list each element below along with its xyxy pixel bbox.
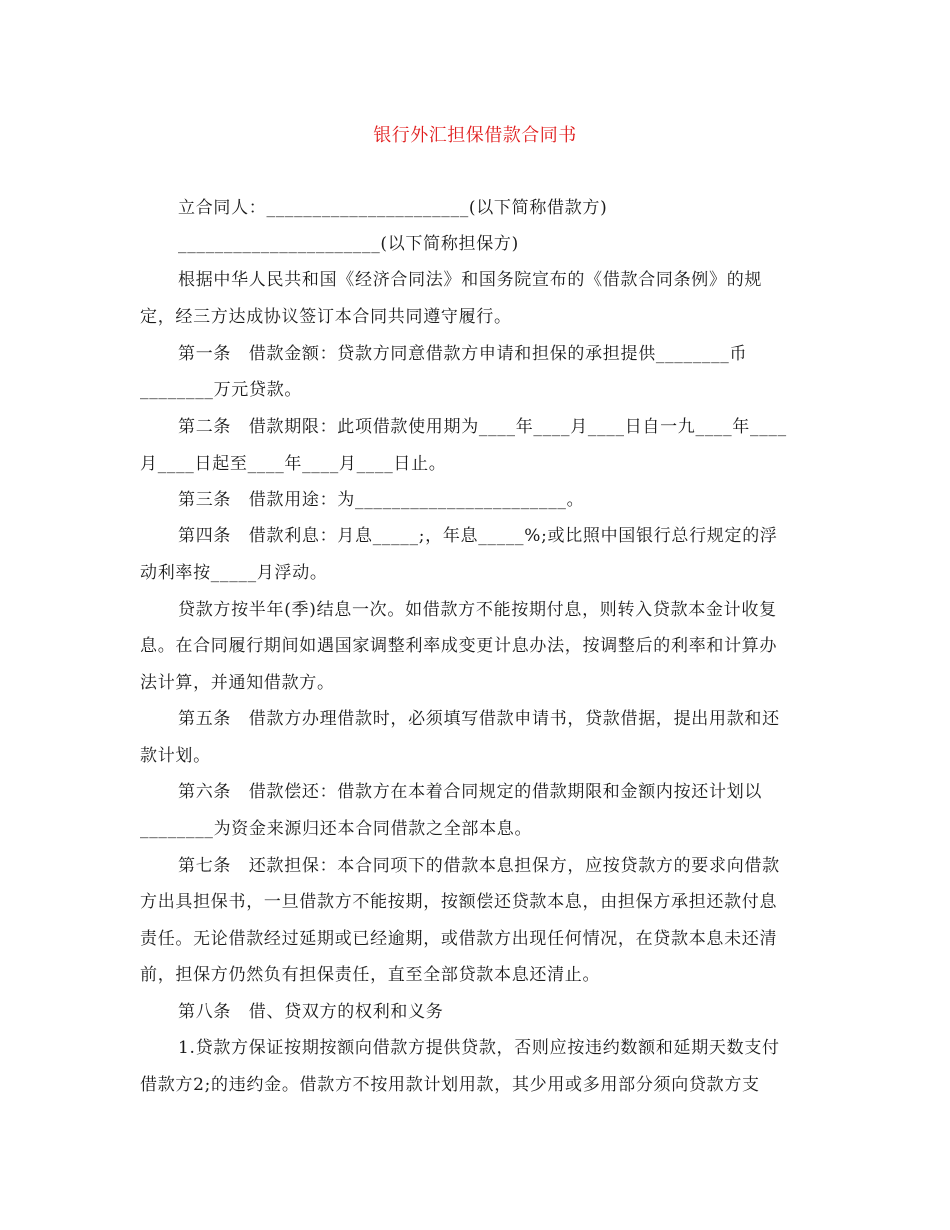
- article-6-line-2: ________为资金来源归还本合同借款之全部本息。: [140, 819, 533, 839]
- article-4-line-2: 动利率按_____月浮动。: [140, 563, 328, 583]
- interest-paragraph-line-3: 法计算，并通知借款方。: [140, 673, 335, 693]
- article-8-item-1-line-2: 借款方2;的违约金。借款方不按用款计划用款，其少用或多用部分须向贷款方支: [140, 1075, 760, 1095]
- party-borrower-line: 立合同人：______________________(以下简称借款方): [178, 198, 608, 218]
- article-7-line-1: 第七条 还款担保：本合同项下的借款本息担保方，应按贷款方的要求向借款: [178, 856, 780, 876]
- article-4-line-1: 第四条 借款利息：月息_____;，年息_____%;或比照中国银行总行规定的浮: [178, 526, 778, 546]
- article-7-line-2: 方出具担保书，一旦借款方不能按期，按额偿还贷款本息，由担保方承担还款付息: [140, 892, 778, 912]
- article-5-line-2: 款计划。: [140, 746, 211, 766]
- article-2-line-2: 月____日起至____年____月____日止。: [140, 454, 447, 474]
- article-2-line-1: 第二条 借款期限：此项借款使用期为____年____月____日自一九____年____: [178, 417, 787, 437]
- article-6-line-1: 第六条 借款偿还：借款方在本着合同规定的借款期限和金额内按还计划以: [178, 782, 763, 802]
- article-5-line-1: 第五条 借款方办理借款时，必须填写借款申请书，贷款借据，提出用款和还: [178, 709, 780, 729]
- article-8-item-1-line-1: 1.贷款方保证按期按额向借款方提供贷款，否则应按违约数额和延期天数支付: [178, 1038, 780, 1058]
- preamble-line-2: 定，经三方达成协议签订本合同共同遵守履行。: [140, 307, 512, 327]
- article-1-line-2: ________万元贷款。: [140, 380, 303, 400]
- interest-paragraph-line-2: 息。在合同履行期间如遇国家调整利率成变更计息办法，按调整后的利率和计算办: [140, 636, 778, 656]
- party-guarantor-line: ______________________(以下简称担保方): [178, 234, 519, 254]
- document-title: 银行外汇担保借款合同书: [373, 125, 577, 146]
- article-1-line-1: 第一条 借款金额：贷款方同意借款方申请和担保的承担提供________币: [178, 344, 748, 364]
- article-7-line-4: 前，担保方仍然负有担保责任，直至全部贷款本息还清止。: [140, 965, 601, 985]
- preamble-line-1: 根据中华人民共和国《经济合同法》和国务院宣布的《借款合同条例》的规: [178, 270, 763, 290]
- interest-paragraph-line-1: 贷款方按半年(季)结息一次。如借款方不能按期付息，则转入贷款本金计收复: [178, 600, 777, 620]
- article-3-line: 第三条 借款用途：为_______________________。: [178, 490, 585, 510]
- article-8-heading: 第八条 借、贷双方的权利和义务: [178, 1002, 444, 1022]
- article-7-line-3: 责任。无论借款经过延期或已经逾期，或借款方出现任何情况，在贷款本息未还清: [140, 929, 778, 949]
